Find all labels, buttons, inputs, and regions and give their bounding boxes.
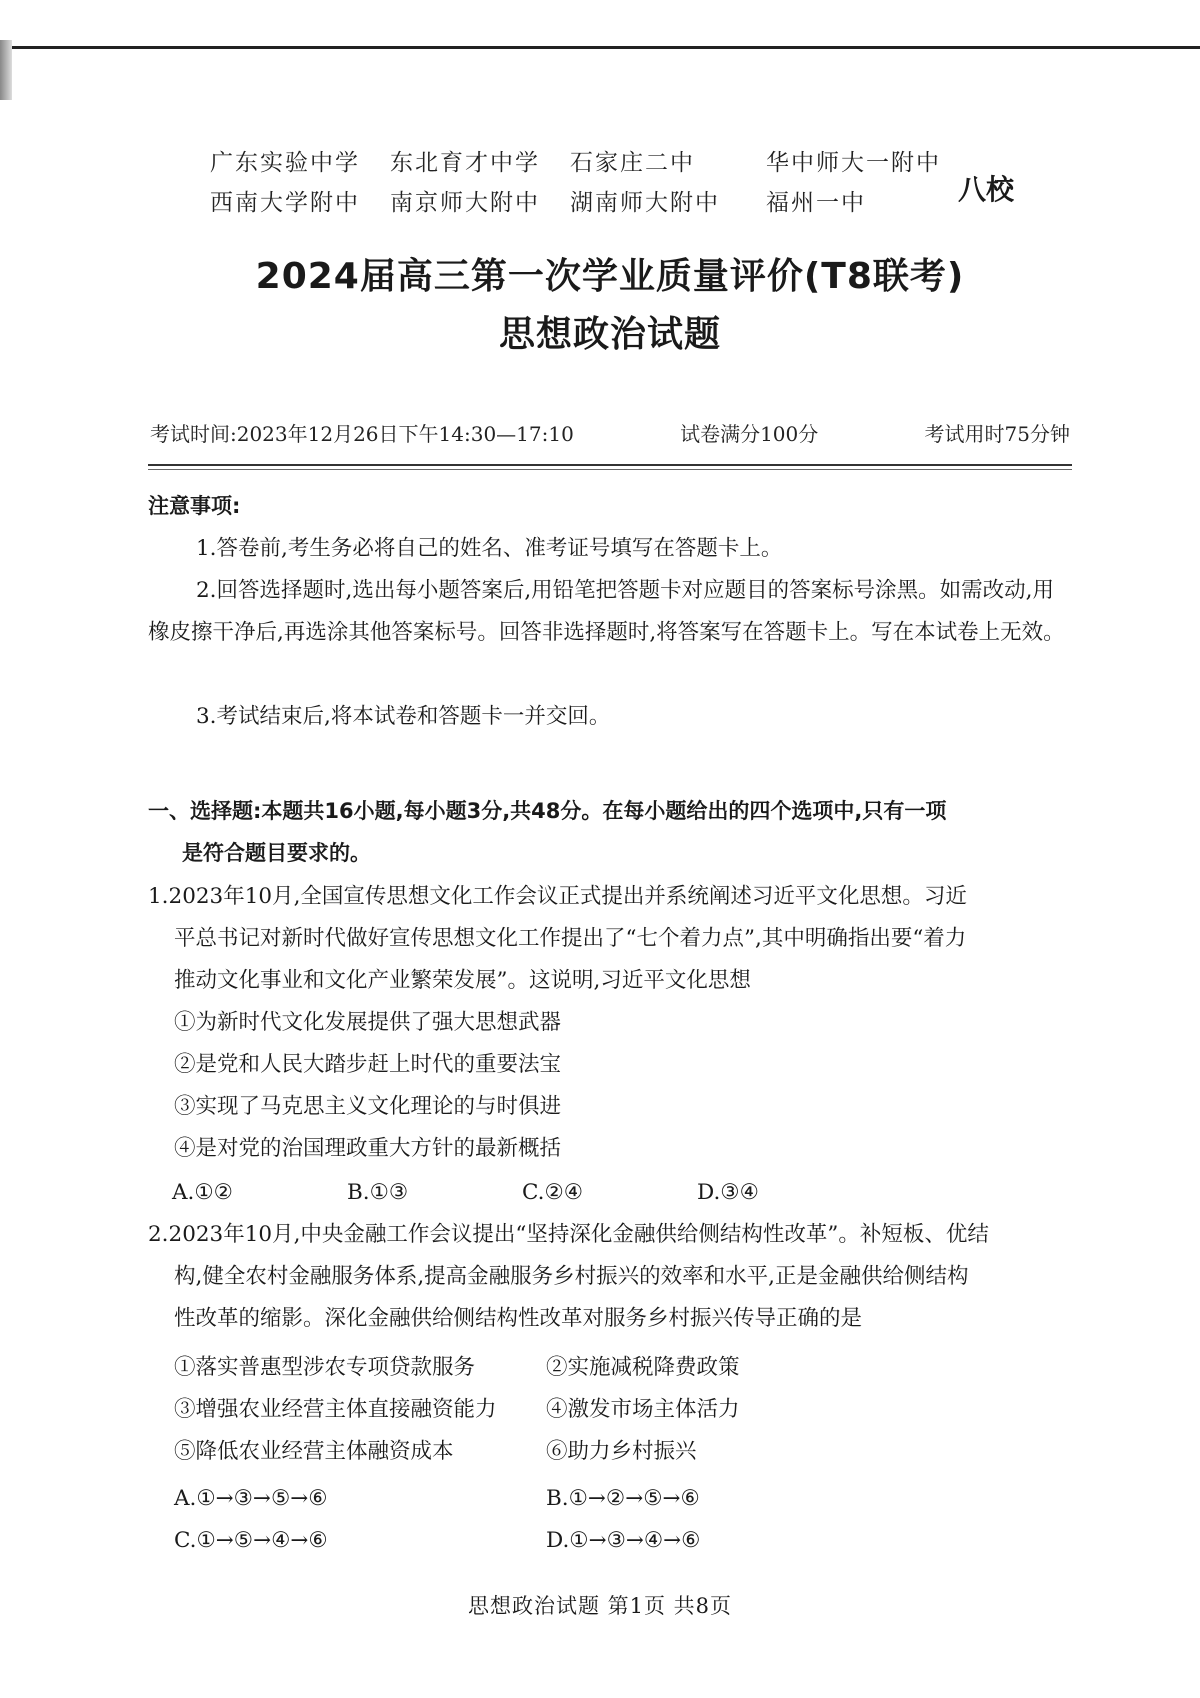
- school-name: 广东实验中学: [210, 149, 360, 176]
- exam-time: 考试时间:2023年12月26日下午14:30—17:10: [150, 422, 574, 446]
- school-name: 华中师大一附中: [766, 149, 941, 176]
- q2-item-1: ①落实普惠型涉农专项贷款服务: [174, 1355, 476, 1380]
- school-name: 西南大学附中: [210, 189, 360, 216]
- q2-item-5: ⑤降低农业经营主体融资成本: [174, 1439, 454, 1464]
- q1-choices: [172, 1180, 872, 1205]
- q2-choice-b: B.①→②→⑤→⑥: [546, 1486, 700, 1511]
- notice-item-1: 1.答卷前,考生务必将自己的姓名、准考证号填写在答题卡上。: [196, 536, 783, 561]
- q1-choice-a: A.①②: [172, 1180, 233, 1205]
- school-name: 福州一中: [766, 189, 866, 216]
- divider: [148, 464, 1072, 466]
- q1-item-1: ①为新时代文化发展提供了强大思想武器: [174, 1010, 562, 1035]
- q1-line3: 推动文化事业和文化产业繁荣发展”。这说明,习近平文化思想: [174, 968, 751, 993]
- section-heading-line1: 一、选择题:本题共16小题,每小题3分,共48分。在每小题给出的四个选项中,只有一项: [148, 799, 947, 823]
- q2-choices-row-2: [174, 1528, 700, 1553]
- scan-edge: [0, 0, 1200, 60]
- q1-choice-b: B.①③: [347, 1180, 409, 1205]
- notice-item-2: 2.回答选择题时,选出每小题答案后,用铅笔把答题卡对应题目的答案标号涂黑。如需改动,用橡皮擦干净后,再选涂其他答案标号。回答非选择题时,将答案写在答题卡上。写在本试卷上无效。: [148, 578, 1065, 645]
- question-1-stem: [148, 876, 1073, 1002]
- q1-item-3: ③实现了马克思主义文化理论的与时俱进: [174, 1094, 562, 1119]
- q2-line2: 构,健全农村金融服务体系,提高金融服务乡村振兴的效率和水平,正是金融供给侧结构: [174, 1264, 969, 1289]
- q2-choices-row-1: [174, 1486, 700, 1511]
- school-list: [210, 140, 970, 220]
- q2-choice-d: D.①→③→④→⑥: [546, 1528, 701, 1553]
- question-2-stem: [148, 1214, 1073, 1340]
- q2-line1: 2.2023年10月,中央金融工作会议提出“坚持深化金融供给侧结构性改革”。补短板、优结: [148, 1222, 989, 1247]
- q2-item-3: ③增强农业经营主体直接融资能力: [174, 1397, 497, 1422]
- school-row-2: [210, 180, 970, 220]
- q2-choice-a: A.①→③→⑤→⑥: [174, 1486, 328, 1511]
- school-name: 石家庄二中: [570, 149, 695, 176]
- q2-item-2: ②实施减税降费政策: [546, 1355, 740, 1380]
- scan-top-line: [10, 46, 1200, 49]
- q2-items-row-2: [174, 1392, 740, 1423]
- school-name: 南京师大附中: [390, 189, 540, 216]
- school-name: 湖南师大附中: [570, 189, 720, 216]
- divider-thin: [148, 469, 1072, 470]
- q1-line1: 1.2023年10月,全国宣传思想文化工作会议正式提出并系统阐述习近平文化思想。习近: [148, 884, 967, 909]
- exam-title: 2024届高三第一次学业质量评价(T8联考): [255, 256, 965, 297]
- q1-item-2: ②是党和人民大踏步赶上时代的重要法宝: [174, 1052, 562, 1077]
- duration: 考试用时75分钟: [924, 422, 1070, 446]
- section-heading: [148, 790, 1073, 874]
- subject-title: 思想政治试题: [498, 314, 721, 355]
- q2-items-row-1: [174, 1350, 740, 1381]
- q1-choice-c: C.②④: [522, 1180, 584, 1205]
- q2-item-6: ⑥助力乡村振兴: [546, 1439, 697, 1464]
- notice-item-3: 3.考试结束后,将本试卷和答题卡一并交回。: [196, 704, 611, 729]
- section-heading-line2: 是符合题目要求的。: [182, 841, 371, 865]
- q2-item-4: ④激发市场主体活力: [546, 1397, 740, 1422]
- full-score: 试卷满分100分: [680, 422, 819, 446]
- q1-line2: 平总书记对新时代做好宣传思想文化工作提出了“七个着力点”,其中明确指出要“着力: [174, 926, 967, 951]
- page-footer: 思想政治试题 第1页 共8页: [467, 1594, 733, 1618]
- q2-items-row-3: [174, 1434, 697, 1465]
- exam-meta: [150, 418, 1070, 447]
- q1-item-4: ④是对党的治国理政重大方针的最新概括: [174, 1136, 562, 1161]
- q2-choice-c: C.①→⑤→④→⑥: [174, 1528, 328, 1553]
- group-label: 八校: [958, 173, 1015, 206]
- school-row-1: [210, 140, 970, 180]
- scan-corner-shadow: [0, 40, 12, 100]
- q2-line3: 性改革的缩影。深化金融供给侧结构性改革对服务乡村振兴传导正确的是: [174, 1306, 863, 1331]
- q1-choice-d: D.③④: [697, 1180, 759, 1205]
- school-name: 东北育才中学: [390, 149, 540, 176]
- notice-heading: 注意事项:: [148, 494, 241, 518]
